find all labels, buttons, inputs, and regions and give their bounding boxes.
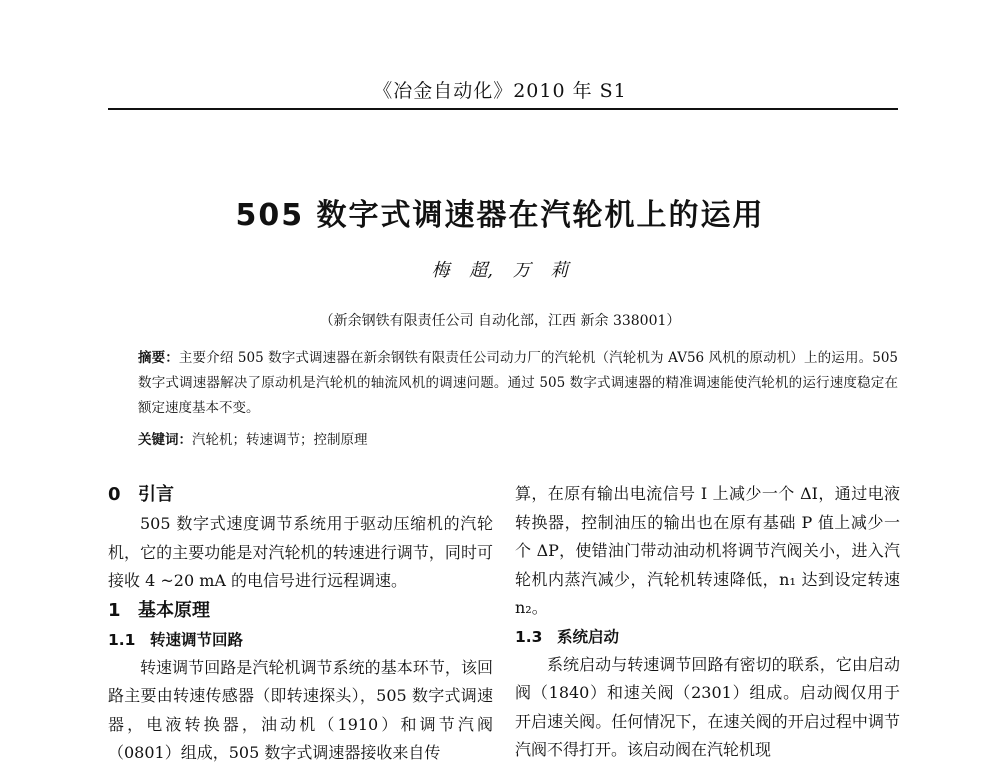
header-rule: [108, 108, 898, 110]
abstract: [138, 346, 898, 421]
paper-affiliation: （新余钢铁有限责任公司 自动化部，江西 新余 338001）: [319, 313, 681, 329]
subsection-title: 系统启动: [557, 627, 620, 646]
abstract-text: 主要介绍 505 数字式调速器在新余钢铁有限责任公司动力厂的汽轮机（汽轮机为 AV56 风机的原动机）上的运用。505 数字式调速器解决了原动机是汽轮机的轴流风机的调速问题。通过 505 数字式调速器的精准调速能使汽轮机的运行速度稳定在额定速度基本不变。: [138, 350, 899, 416]
section-number: 0: [108, 484, 121, 505]
right-column: [515, 480, 900, 765]
keywords-text: 汽轮机；转速调节；控制原理: [192, 432, 368, 448]
keywords: [138, 428, 898, 453]
subsection-number: 1.1: [108, 630, 136, 649]
abstract-label: 摘要：: [138, 350, 179, 366]
section-title: 引言: [138, 484, 174, 505]
subsection-heading-speed-loop: [108, 626, 493, 654]
section-heading-principle: [108, 596, 493, 626]
paragraph: 系统启动与转速调节回路有密切的联系，它由启动阀（1840）和速关阀（2301）组成。启动阀仅用于开启速关阀。任何情况下，在速关阀的开启过程中调节汽阀不得打开。该启动阀在汽轮机现: [515, 654, 900, 759]
paragraph: 算，在原有输出电流信号 I 上减少一个 ΔI，通过电液转换器，控制油压的输出也在原有基础 P 值上减少一个 ΔP，使错油门带动油动机将调节汽阀关小，进入汽轮机内蒸汽减少，汽轮机转速降低，n₁ 达到设定转速 n₂。: [515, 484, 900, 617]
section-number: 1: [108, 599, 121, 621]
subsection-number: 1.3: [515, 627, 543, 646]
keywords-label: 关键词：: [138, 432, 192, 448]
subsection-title: 转速调节回路: [150, 630, 244, 649]
left-column: [108, 480, 493, 768]
paper-title: 505 数字式调速器在汽轮机上的运用: [235, 198, 765, 233]
section-heading-introduction: [108, 480, 493, 510]
section-title: 基本原理: [138, 599, 210, 621]
paragraph: 转速调节回路是汽轮机调节系统的基本环节，该回路主要由转速传感器（即转速探头），505 数字式调速器，电液转换器，油动机（1910）和调节汽阀（0801）组成，505 数字式调速器接收来自传: [108, 657, 493, 762]
subsection-heading-system-start: [515, 623, 900, 651]
journal-header: 《冶金自动化》2010 年 S1: [373, 80, 627, 102]
paper-authors: 梅 超, 万 莉: [431, 260, 569, 281]
paragraph: 505 数字式速度调节系统用于驱动压缩机的汽轮机，它的主要功能是对汽轮机的转速进行调节，同时可接收 4 ~20 mA 的电信号进行远程调速。: [108, 514, 493, 590]
